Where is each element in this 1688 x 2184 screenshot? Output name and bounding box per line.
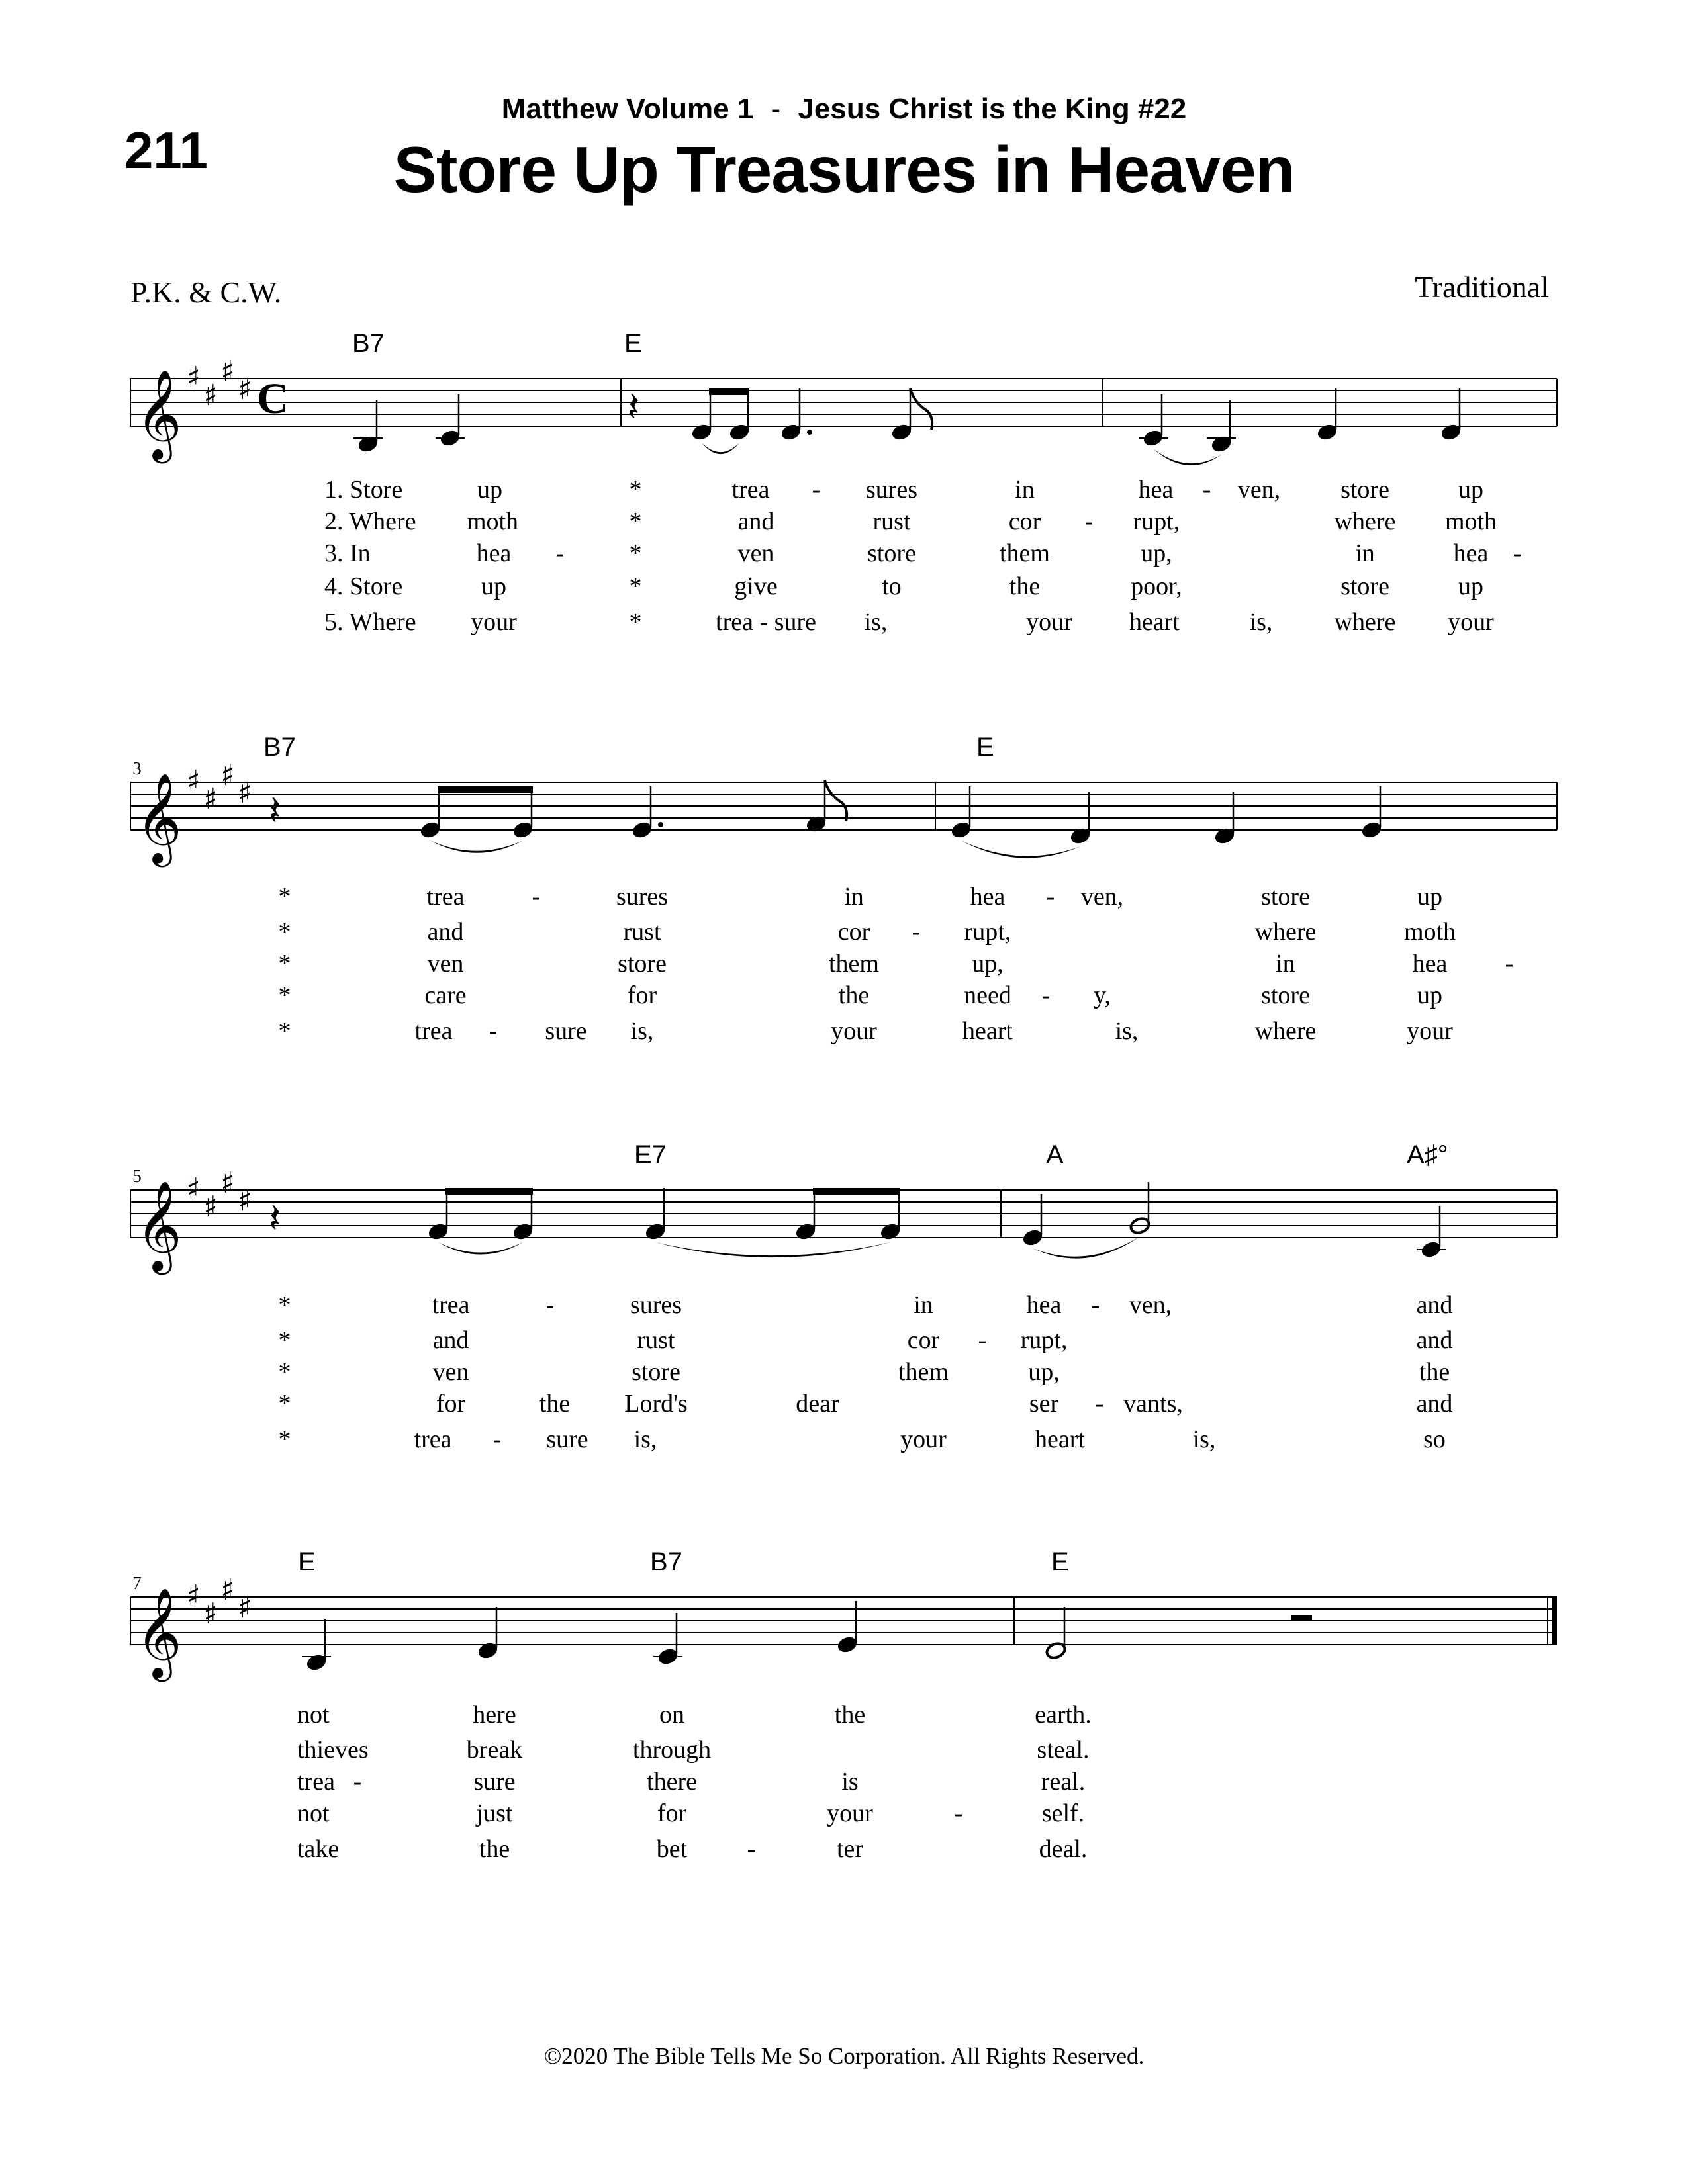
- quarter-note: [794, 1222, 816, 1241]
- lyric-syllable: your: [827, 1799, 873, 1827]
- sharp-icon: ♯: [186, 764, 201, 798]
- treble-clef-icon: 𝄞: [136, 1586, 182, 1678]
- quarter-note: [690, 422, 712, 441]
- lyric-syllable: cor: [1008, 508, 1041, 535]
- quarter-note: [477, 1641, 498, 1660]
- lyric-syllable: just: [476, 1799, 513, 1827]
- lyric-syllable: them: [829, 950, 879, 978]
- chord-symbol: E: [976, 733, 994, 762]
- copyright-notice: ©2020 The Bible Tells Me So Corporation. All Rights Reserved.: [543, 2043, 1145, 2069]
- quarter-note: [805, 814, 827, 833]
- lyric-syllable: *: [278, 950, 291, 978]
- lyric-syllable: rust: [623, 918, 661, 946]
- half-rest-icon: [1291, 1615, 1312, 1621]
- slur: [438, 1242, 523, 1255]
- lyric-syllable: the: [1419, 1358, 1450, 1386]
- sharp-icon: ♯: [203, 379, 218, 412]
- sharp-icon: ♯: [220, 758, 235, 792]
- quarter-note: [728, 422, 750, 441]
- quarter-note: [419, 820, 441, 839]
- lyric-syllable: up,: [1028, 1358, 1060, 1386]
- lyric-syllable: heart: [1129, 608, 1180, 636]
- lyrics-system-2: [279, 883, 1514, 1045]
- lyric-syllable: trea: [731, 476, 770, 504]
- lyric-syllable: bet: [656, 1835, 688, 1863]
- lyric-syllable: need: [964, 981, 1011, 1009]
- lyric-syllable: -: [532, 883, 541, 911]
- lyric-syllable: earth.: [1035, 1701, 1092, 1729]
- lyric-syllable: ser: [1029, 1390, 1059, 1418]
- lyric-syllable: *: [629, 608, 642, 636]
- sharp-icon: ♯: [186, 1172, 201, 1206]
- lyric-syllable: *: [629, 539, 642, 567]
- lyric-syllable: hea: [1026, 1291, 1062, 1319]
- lyric-syllable: *: [629, 508, 642, 535]
- treble-clef-icon: 𝄞: [136, 772, 182, 863]
- chord-symbol: B7: [650, 1547, 682, 1576]
- sharp-icon: ♯: [203, 1597, 218, 1631]
- sharp-icon: ♯: [220, 355, 235, 388]
- lyric-syllable: the: [539, 1390, 571, 1418]
- lyric-syllable: *: [629, 476, 642, 504]
- lyric-syllable: -: [954, 1799, 963, 1827]
- lyric-syllable: where: [1254, 918, 1317, 946]
- lyric-syllable: rupt,: [1133, 508, 1180, 535]
- quarter-note: [836, 1635, 858, 1654]
- lyric-syllable: where: [1334, 508, 1396, 535]
- chord-symbol: E: [298, 1547, 316, 1576]
- lyric-syllable: cor: [907, 1326, 940, 1354]
- lyric-syllable: your: [1407, 1017, 1453, 1045]
- lyric-syllable: y,: [1093, 981, 1111, 1009]
- lyric-syllable: *: [278, 1358, 291, 1386]
- sharp-icon: ♯: [186, 361, 201, 394]
- measure-number: 3: [132, 758, 142, 778]
- staff-system-1: [130, 329, 1557, 465]
- lyric-syllable: sures: [865, 476, 918, 504]
- lyric-syllable: -: [978, 1326, 987, 1354]
- lyric-syllable: ven,: [1129, 1291, 1172, 1319]
- lyric-syllable: -: [747, 1835, 756, 1863]
- lyric-syllable: ven: [432, 1358, 469, 1386]
- quarter-note: [357, 434, 379, 453]
- lyric-syllable: hea: [970, 883, 1006, 911]
- lyric-syllable: and: [427, 918, 464, 946]
- lyric-syllable: and: [1416, 1291, 1453, 1319]
- sharp-icon: ♯: [238, 776, 252, 810]
- series-name: Jesus Christ is the King #22: [798, 93, 1187, 125]
- quarter-note: [780, 422, 802, 441]
- lyric-syllable: moth: [466, 508, 519, 535]
- lyric-syllable: trea: [297, 1768, 335, 1796]
- slur: [655, 1242, 890, 1257]
- lyric-syllable: your: [900, 1426, 947, 1453]
- lyric-syllable: -: [353, 1768, 362, 1796]
- lyric-syllable: not: [297, 1701, 330, 1729]
- treble-clef-icon: 𝄞: [136, 368, 182, 459]
- lyric-syllable: up: [1458, 476, 1483, 504]
- lyric-syllable: -: [1505, 950, 1514, 978]
- lyric-syllable: hea: [1412, 950, 1448, 978]
- eighth-flag: [825, 780, 847, 821]
- lyric-syllable: sures: [616, 883, 669, 911]
- dot: [807, 430, 812, 435]
- quarter-note: [879, 1222, 901, 1241]
- slur: [1153, 449, 1221, 465]
- lyric-syllable: your: [1026, 608, 1072, 636]
- lyric-syllable: *: [278, 1426, 291, 1453]
- chord-symbol: B7: [352, 329, 385, 358]
- lyric-syllable: is: [841, 1768, 859, 1796]
- slur: [702, 443, 739, 454]
- lyric-syllable: the: [479, 1835, 510, 1863]
- lyric-syllable: 2. Where: [324, 508, 416, 535]
- lyric-syllable: where: [1334, 608, 1396, 636]
- quarter-note: [890, 422, 912, 441]
- lyric-syllable: rust: [872, 508, 911, 535]
- lyric-syllable: hea: [1138, 476, 1174, 504]
- quarter-note: [1210, 434, 1232, 453]
- lyric-syllable: and: [1416, 1326, 1453, 1354]
- lyricist-credit: P.K. & C.W.: [130, 275, 282, 309]
- lyric-syllable: 4. Store: [324, 572, 403, 600]
- beam: [709, 388, 749, 395]
- lyric-syllable: *: [629, 572, 642, 600]
- quarter-note: [512, 820, 534, 839]
- lyric-syllable: in: [1355, 539, 1375, 567]
- chord-symbol: A: [1046, 1140, 1064, 1169]
- song-title: Store Up Treasures in Heaven: [393, 133, 1295, 206]
- lyric-syllable: moth: [1403, 918, 1456, 946]
- lyrics-system-1: [324, 476, 1521, 636]
- lyric-syllable: sure: [473, 1768, 516, 1796]
- lyric-syllable: trea: [414, 1426, 452, 1453]
- lyric-syllable: is,: [1192, 1426, 1216, 1453]
- lyric-syllable: rupt,: [964, 918, 1011, 946]
- quarter-note: [1213, 826, 1235, 845]
- lyric-syllable: and: [432, 1326, 469, 1354]
- lyric-syllable: -: [1095, 1390, 1104, 1418]
- lyric-syllable: heart: [1035, 1426, 1085, 1453]
- quarter-rest-icon: 𝄽: [268, 786, 281, 835]
- lyric-syllable: up,: [972, 950, 1004, 978]
- lyric-syllable: to: [882, 572, 902, 600]
- lyric-syllable: sure: [546, 1426, 588, 1453]
- quarter-rest-icon: 𝄽: [268, 1194, 281, 1242]
- lyric-syllable: *: [278, 1291, 291, 1319]
- lyric-syllable: trea: [426, 883, 465, 911]
- lyric-syllable: -: [1091, 1291, 1100, 1319]
- lyric-syllable: store: [1261, 981, 1310, 1009]
- lyric-syllable: rupt,: [1020, 1326, 1068, 1354]
- lyric-syllable: the: [838, 981, 870, 1009]
- composer-credit: Traditional: [1415, 270, 1549, 304]
- dot: [658, 822, 663, 827]
- lyric-syllable: Lord's: [624, 1390, 688, 1418]
- lyric-syllable: sure: [545, 1017, 587, 1045]
- lyric-syllable: -: [1046, 883, 1055, 911]
- chord-symbol: E: [624, 329, 642, 358]
- lyric-syllable: cor: [837, 918, 870, 946]
- lyric-syllable: -: [812, 476, 821, 504]
- quarter-note: [305, 1653, 327, 1672]
- lyric-syllable: up: [1417, 981, 1442, 1009]
- lyric-syllable: heart: [962, 1017, 1013, 1045]
- lyric-syllable: *: [278, 1390, 291, 1418]
- lyric-syllable: thieves: [297, 1736, 369, 1764]
- lyric-syllable: -: [912, 918, 921, 946]
- lyric-syllable: ven: [427, 950, 464, 978]
- lyric-syllable: ven,: [1080, 883, 1124, 911]
- lyric-syllable: real.: [1041, 1768, 1086, 1796]
- lyric-syllable: -: [1041, 981, 1051, 1009]
- lyric-syllable: is,: [633, 1426, 657, 1453]
- sharp-icon: ♯: [203, 782, 218, 816]
- sharp-icon: ♯: [238, 1591, 252, 1625]
- slur: [430, 841, 523, 853]
- lyric-syllable: is,: [864, 608, 888, 636]
- lyric-syllable: *: [278, 1017, 291, 1045]
- lyric-syllable: dear: [796, 1390, 839, 1418]
- lyric-syllable: *: [278, 1326, 291, 1354]
- quarter-note: [631, 820, 653, 839]
- lyrics: [279, 476, 1522, 1863]
- lyric-syllable: through: [632, 1736, 712, 1764]
- slur: [1033, 1236, 1140, 1259]
- lyric-syllable: 5. Where: [324, 608, 416, 636]
- lyric-syllable: here: [473, 1701, 516, 1729]
- quarter-note: [950, 820, 972, 839]
- lyric-syllable: ven: [737, 539, 774, 567]
- lyric-syllable: for: [627, 981, 657, 1009]
- lyric-syllable: deal.: [1039, 1835, 1088, 1863]
- sharp-icon: ♯: [220, 1166, 235, 1200]
- treble-clef-icon: 𝄞: [136, 1179, 182, 1271]
- lyric-syllable: steal.: [1037, 1736, 1090, 1764]
- sharp-icon: ♯: [186, 1579, 201, 1613]
- quarter-note: [1021, 1228, 1043, 1247]
- slur: [961, 841, 1080, 858]
- beam: [813, 1188, 900, 1195]
- lyric-syllable: the: [1009, 572, 1041, 600]
- eighth-flag: [910, 388, 932, 430]
- lyric-syllable: the: [834, 1701, 866, 1729]
- lyric-syllable: -: [545, 1291, 555, 1319]
- lyric-syllable: *: [278, 883, 291, 911]
- lyric-syllable: is,: [630, 1017, 654, 1045]
- lyric-syllable: store: [867, 539, 916, 567]
- lyric-syllable: 1. Store: [324, 476, 403, 504]
- beam: [438, 786, 533, 793]
- lyric-syllable: and: [737, 508, 774, 535]
- staff-system-3: [130, 1140, 1557, 1275]
- lyric-syllable: in: [914, 1291, 933, 1319]
- chord-symbol: B7: [263, 733, 296, 762]
- lyric-syllable: store: [618, 950, 667, 978]
- lyric-syllable: self.: [1041, 1799, 1085, 1827]
- lyric-syllable: your: [1448, 608, 1494, 636]
- lyric-syllable: in: [1015, 476, 1035, 504]
- quarter-note: [1360, 820, 1382, 839]
- beam: [445, 1188, 533, 1195]
- half-note: [1045, 1641, 1066, 1660]
- lyric-syllable: up: [477, 476, 502, 504]
- lyrics-system-3: [279, 1291, 1453, 1453]
- lyric-syllable: store: [1340, 476, 1389, 504]
- lyric-syllable: in: [1276, 950, 1295, 978]
- lyric-syllable: 3. In: [324, 539, 371, 567]
- lyric-syllable: for: [436, 1390, 466, 1418]
- staff-system-4: [130, 1547, 1557, 1682]
- lyric-syllable: trea - sure: [716, 608, 816, 636]
- lyric-syllable: poor,: [1131, 572, 1182, 600]
- lyric-syllable: ter: [836, 1835, 864, 1863]
- lyric-syllable: give: [734, 572, 778, 600]
- lyric-syllable: moth: [1444, 508, 1497, 535]
- lyric-syllable: take: [297, 1835, 340, 1863]
- lyric-syllable: -: [492, 1426, 502, 1453]
- lyric-syllable: store: [632, 1358, 680, 1386]
- page-number: 211: [124, 121, 208, 179]
- lyric-syllable: store: [1340, 572, 1389, 600]
- lyric-syllable: so: [1423, 1426, 1446, 1453]
- measure-number: 7: [132, 1573, 142, 1593]
- lyric-syllable: up: [481, 572, 506, 600]
- lyric-syllable: *: [278, 918, 291, 946]
- lyrics-system-4: [297, 1701, 1092, 1863]
- lyric-syllable: rust: [637, 1326, 675, 1354]
- lyric-syllable: and: [1416, 1390, 1453, 1418]
- lyric-syllable: up: [1458, 572, 1483, 600]
- lyric-syllable: -: [555, 539, 565, 567]
- collection-name: Matthew Volume 1: [501, 93, 754, 125]
- quarter-note: [1316, 422, 1338, 441]
- lyric-syllable: -: [1513, 539, 1522, 567]
- lyric-syllable: -: [489, 1017, 498, 1045]
- quarter-note: [512, 1222, 534, 1241]
- lyric-syllable: hea: [1453, 539, 1489, 567]
- lyric-syllable: sures: [630, 1291, 682, 1319]
- chord-symbol: A♯°: [1407, 1140, 1448, 1169]
- lyric-syllable: your: [831, 1017, 877, 1045]
- lyric-syllable: is,: [1249, 608, 1273, 636]
- quarter-note: [644, 1222, 666, 1241]
- lyric-syllable: ven,: [1237, 476, 1281, 504]
- measure-number: 5: [132, 1166, 142, 1186]
- lyric-syllable: not: [297, 1799, 330, 1827]
- lyric-syllable: is,: [1115, 1017, 1139, 1045]
- lyric-syllable: trea: [432, 1291, 470, 1319]
- lyric-syllable: care: [424, 981, 467, 1009]
- sharp-icon: ♯: [220, 1573, 235, 1607]
- lyric-syllable: up,: [1141, 539, 1172, 567]
- quarter-note: [1069, 826, 1091, 845]
- collection-separator: -: [771, 93, 781, 125]
- lyric-syllable: -: [1084, 508, 1094, 535]
- lyric-syllable: where: [1254, 1017, 1317, 1045]
- chord-symbol: E7: [634, 1140, 667, 1169]
- lyric-syllable: your: [471, 608, 517, 636]
- time-signature: C: [257, 375, 289, 423]
- staff-system-2: [130, 733, 1557, 867]
- chord-symbol: E: [1051, 1547, 1069, 1576]
- quarter-rest-icon: 𝄽: [627, 383, 640, 431]
- lyric-syllable: break: [466, 1736, 523, 1764]
- lyric-syllable: up: [1417, 883, 1442, 911]
- lyric-syllable: them: [898, 1358, 949, 1386]
- lyric-syllable: -: [1202, 476, 1211, 504]
- lyric-syllable: *: [278, 981, 291, 1009]
- quarter-note: [427, 1222, 449, 1241]
- lyric-syllable: for: [657, 1799, 687, 1827]
- lyric-syllable: in: [844, 883, 864, 911]
- quarter-note: [1440, 422, 1462, 441]
- lyric-syllable: on: [659, 1701, 684, 1729]
- lyric-syllable: store: [1261, 883, 1310, 911]
- sharp-icon: ♯: [203, 1190, 218, 1224]
- final-barline-thick: [1552, 1597, 1557, 1645]
- lyric-syllable: them: [1000, 539, 1050, 567]
- lyric-syllable: there: [647, 1768, 697, 1796]
- lyric-syllable: vants,: [1123, 1390, 1183, 1418]
- lyric-syllable: trea: [414, 1017, 453, 1045]
- sharp-icon: ♯: [238, 1184, 252, 1218]
- sharp-icon: ♯: [238, 373, 252, 406]
- lyric-syllable: hea: [476, 539, 512, 567]
